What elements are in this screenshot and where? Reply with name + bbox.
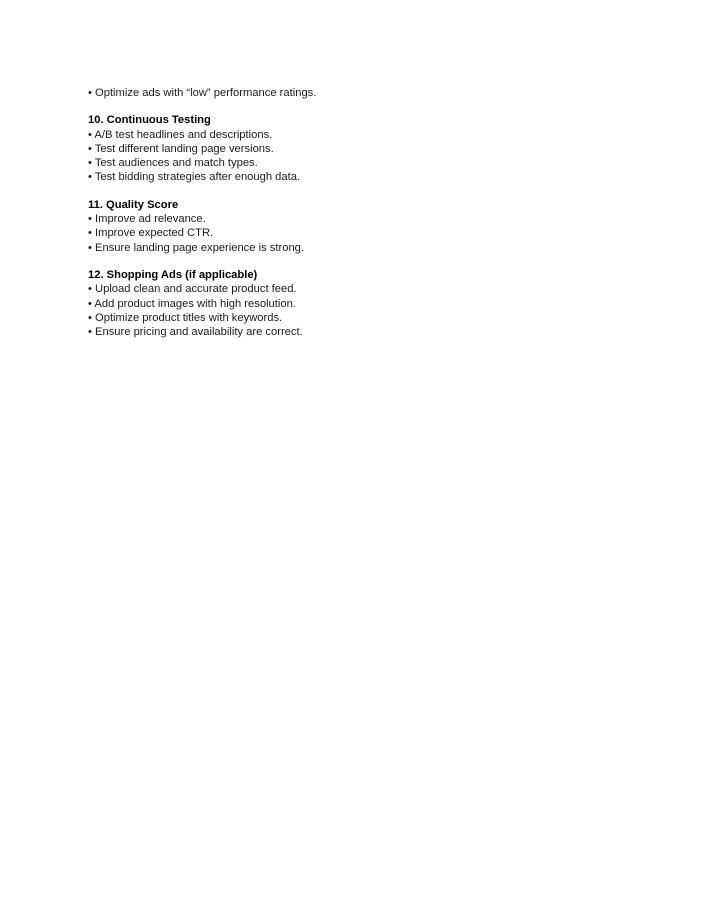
section-quality-score [88,198,648,255]
spacer [88,255,648,268]
list-item: • Ensure landing page experience is strong. [88,241,304,254]
intro-bullet-list [88,86,648,100]
section-continuous-testing [88,113,648,184]
list-item: • Test bidding strategies after enough data. [88,171,301,184]
section-heading: 11. Quality Score [88,198,179,211]
list-item: • A/B test headlines and descriptions. [88,128,273,141]
spacer [88,185,648,198]
list-item: • Improve expected CTR. [88,227,214,240]
list-item: • Optimize product titles with keywords. [88,311,283,324]
list-item: • Test different landing page versions. [88,142,274,155]
list-item: • Improve ad relevance. [88,213,206,226]
list-item: • Add product images with high resolution. [88,297,296,310]
list-item: • Optimize ads with “low” performance ratings. [88,87,317,99]
section-heading: 10. Continuous Testing [88,114,211,127]
list-item: • Test audiences and match types. [88,157,258,170]
list-item: • Ensure pricing and availability are correct. [88,326,303,339]
section-heading: 12. Shopping Ads (if applicable) [88,268,258,281]
document-content [88,86,648,339]
list-item: • Upload clean and accurate product feed. [88,283,297,296]
section-shopping-ads [88,268,648,339]
spacer [88,100,648,113]
